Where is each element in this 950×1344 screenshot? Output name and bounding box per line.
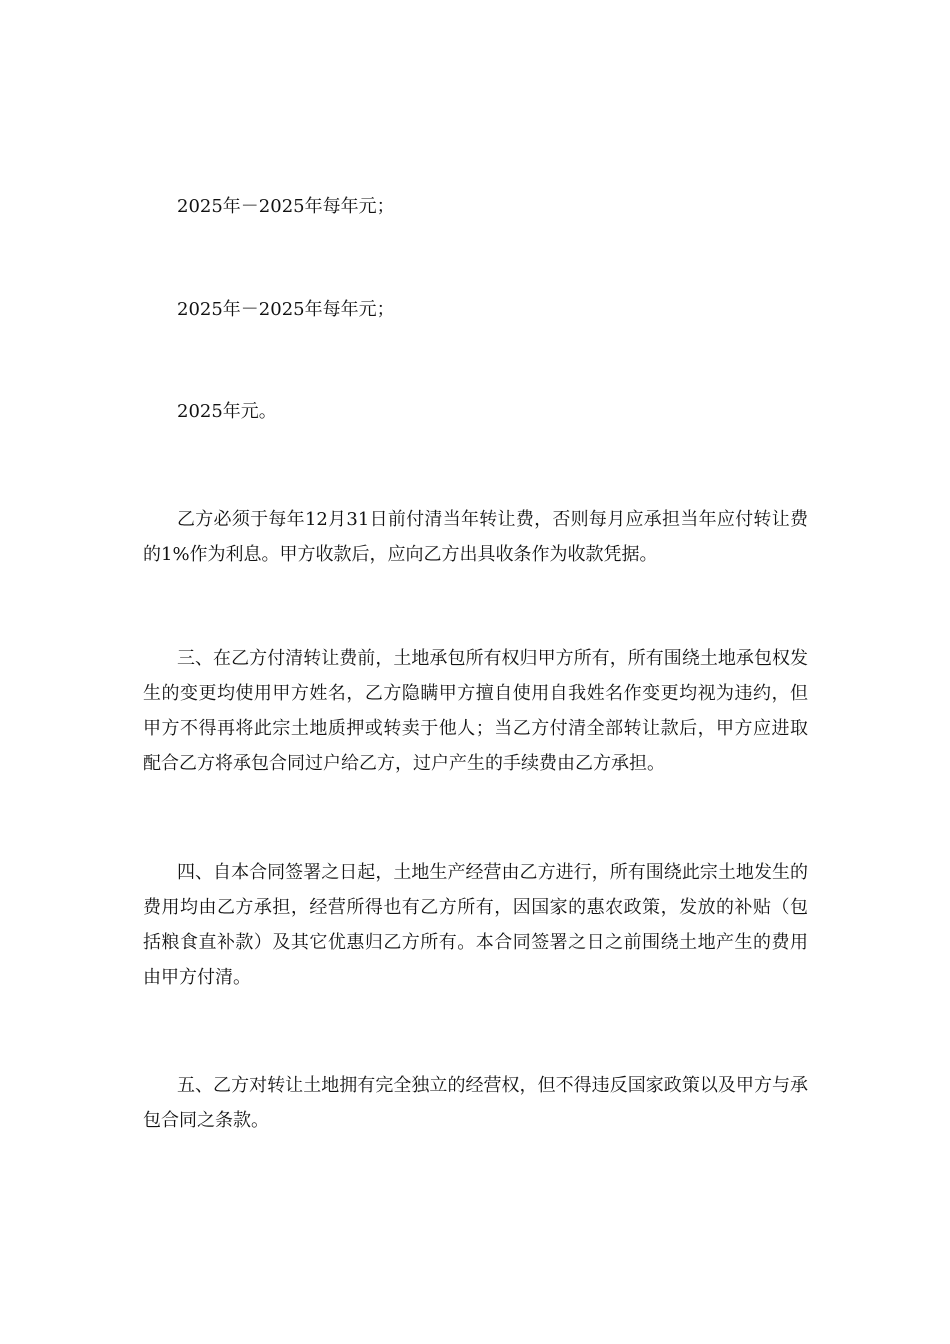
payment-deadline-paragraph: 乙方必须于每年12月31日前付清当年转让费，否则每月应承担当年应付转让费的1%作为利息。甲方收款后，应向乙方出具收条作为收款凭据。	[143, 509, 808, 565]
clause-three-paragraph: 三、在乙方付清转让费前，土地承包所有权归甲方所有，所有围绕土地承包权发生的变更均使用甲方姓名，乙方隐瞒甲方擅自使用自我姓名作变更均视为违约，但甲方不得再将此宗土地质押或转卖于他人；当乙方付清全部转让款后，甲方应进取配合乙方将承包合同过户给乙方，过户产生的手续费由乙方承担。	[143, 648, 808, 774]
payment-schedule-line-2: 2025年－2025年每年元；	[177, 299, 395, 320]
clause-four-paragraph: 四、自本合同签署之日起，土地生产经营由乙方进行，所有围绕此宗土地发生的费用均由乙方承担，经营所得也有乙方所有，因国家的惠农政策，发放的补贴（包括粮食直补款）及其它优惠归乙方所有。本合同签署之日之前围绕土地产生的费用由甲方付清。	[143, 862, 808, 988]
clause-five-paragraph: 五、乙方对转让土地拥有完全独立的经营权，但不得违反国家政策以及甲方与承包合同之条款。	[143, 1075, 808, 1131]
payment-schedule-line-1: 2025年－2025年每年元；	[177, 196, 395, 217]
payment-schedule-line-3: 2025年元。	[177, 401, 277, 422]
